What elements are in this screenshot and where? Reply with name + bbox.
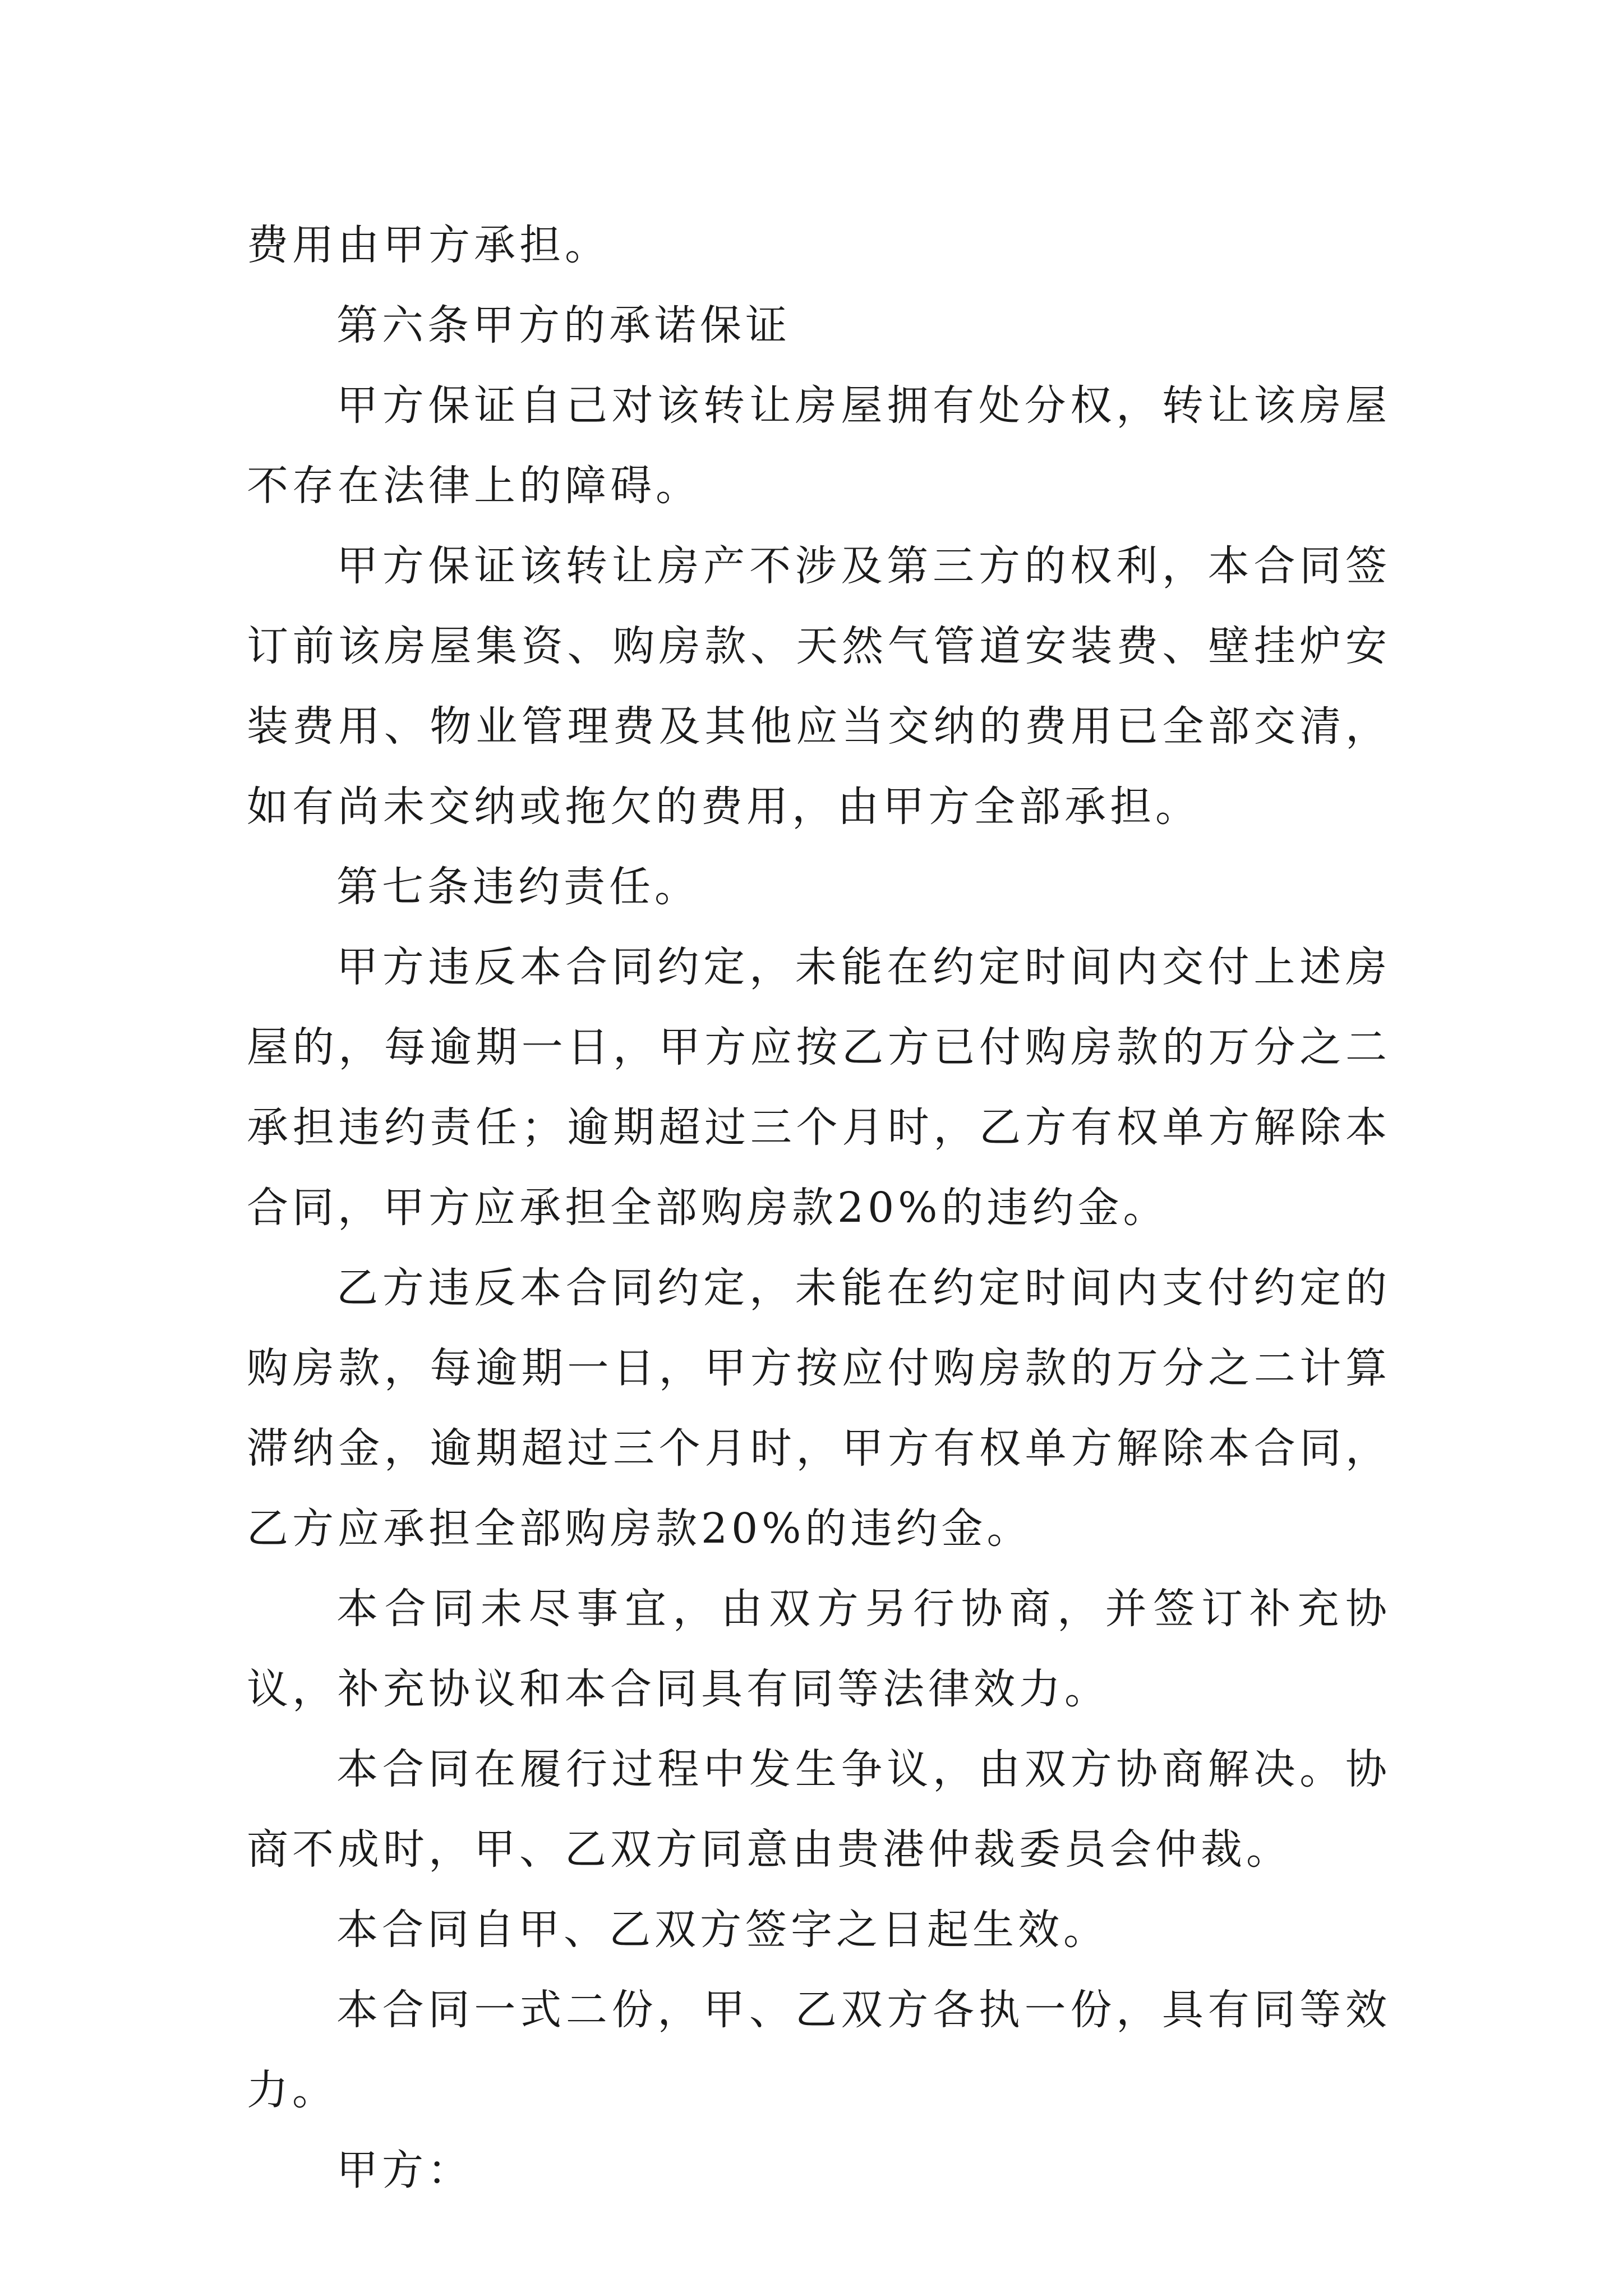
paragraph-copies: 本合同一式二份，甲、乙双方各执一份，具有同等效力。 [247,1986,1391,2114]
heading-article-seven: 第七条违约责任。 [336,863,700,911]
paragraph-fee-continuation: 费用由甲方承担。 [247,221,610,269]
signature-label-party-a: 甲方： [336,2146,473,2194]
paragraph-supplementary-agreement: 本合同未尽事宜，由双方另行协商，并签订补充协议，补充协议和本合同具有同等法律效力。 [247,1585,1391,1713]
document-body [247,205,1391,2211]
paragraph-dispute-resolution: 本合同在履行过程中发生争议，由双方协商解决。协商不成时，甲、乙双方同意由贵港仲裁委员会仲裁。 [247,1745,1391,1874]
paragraph-third-party-guarantee: 甲方保证该转让房产不涉及第三方的权利，本合同签订前该房屋集资、购房款、天然气管道安装费、壁挂炉安装费用、物业管理费及其他应当交纳的费用已全部交清，如有尚未交纳或拖欠的费用，由甲方全部承担。 [247,542,1391,831]
paragraph-party-b-breach: 乙方违反本合同约定，未能在约定时间内支付约定的购房款，每逾期一日，甲方按应付购房款的万分之二计算滞纳金，逾期超过三个月时，甲方有权单方解除本合同，乙方应承担全部购房款20%的违约金。 [247,1264,1391,1553]
paragraph-ownership-guarantee: 甲方保证自己对该转让房屋拥有处分权，转让该房屋不存在法律上的障碍。 [247,381,1391,510]
paragraph-effective-date: 本合同自甲、乙双方签字之日起生效。 [336,1906,1109,1954]
paragraph-party-a-breach: 甲方违反本合同约定，未能在约定时间内交付上述房屋的，每逾期一日，甲方应按乙方已付购房款的万分之二承担违约责任；逾期超过三个月时，乙方有权单方解除本合同，甲方应承担全部购房款20%的违约金。 [247,943,1391,1232]
heading-article-six: 第六条甲方的承诺保证 [336,301,791,349]
